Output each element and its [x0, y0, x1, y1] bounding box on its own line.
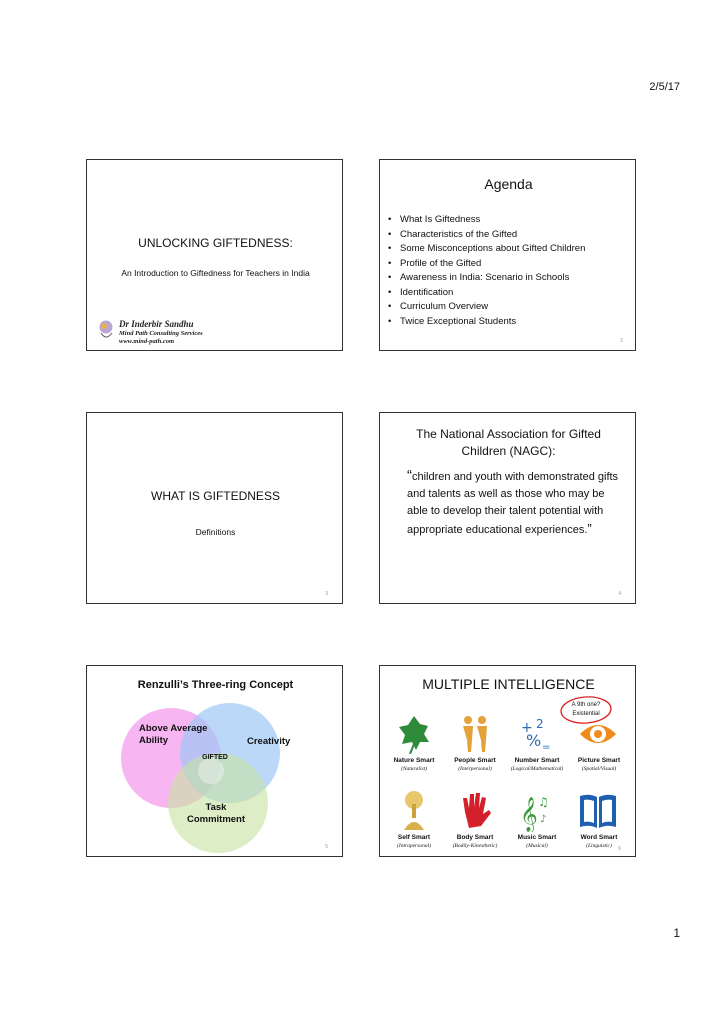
- book-icon: [578, 792, 618, 835]
- svg-text:+: +: [521, 720, 533, 736]
- slide-number: 2: [620, 338, 623, 344]
- slide-title: [86, 159, 343, 351]
- agenda-item: • What Is Giftedness: [388, 213, 633, 228]
- slide1-title: UNLOCKING GIFTEDNESS:: [138, 236, 293, 250]
- agenda-item: • Some Misconceptions about Gifted Children: [388, 242, 633, 257]
- mi-sub-number: (Logical/Mathematical): [510, 766, 564, 772]
- slide-number: 6: [618, 846, 621, 852]
- slide-number: 5: [325, 844, 328, 850]
- svg-text:♫: ♫: [538, 795, 549, 809]
- slide-number: 3: [325, 591, 328, 597]
- logo-name: Dr Inderbir Sandhu: [119, 319, 194, 329]
- slide6-title: MULTIPLE INTELLIGENCE: [422, 676, 595, 692]
- mi-label-body: Body Smart: [456, 834, 494, 841]
- open-quote: “: [407, 467, 412, 484]
- mi-sub-self: (Intrapersonal): [397, 843, 431, 849]
- mi-sub-word: (Linguistic): [586, 843, 612, 849]
- mi-sub-nature: (Naturalist): [401, 766, 427, 772]
- mi-sub-music: (Musical): [526, 843, 548, 849]
- gifted-center: [198, 758, 224, 784]
- svg-text:%: %: [526, 731, 542, 750]
- slide2-title: Agenda: [484, 176, 533, 192]
- header-date: 2/5/17: [649, 81, 680, 93]
- ring3-label: Task Commitment: [186, 802, 246, 825]
- mi-label-picture: Picture Smart: [577, 757, 621, 764]
- slide1-subtitle: An Introduction to Giftedness for Teachers in India: [121, 268, 310, 278]
- people-icon: [457, 714, 493, 759]
- mi-label-word: Word Smart: [580, 834, 618, 841]
- mi-label-number: Number Smart: [514, 757, 560, 764]
- tree-person-icon: [396, 790, 432, 837]
- slide3-title: WHAT IS GIFTEDNESS: [151, 489, 280, 503]
- mi-label-people: People Smart: [454, 757, 496, 764]
- slide-what-is-giftedness: [86, 412, 343, 604]
- agenda-list: [388, 213, 633, 329]
- agenda-item: • Curriculum Overview: [388, 300, 633, 315]
- hand-icon: [457, 790, 493, 837]
- svg-text:𝄞: 𝄞: [520, 797, 538, 832]
- agenda-item: • Identification: [388, 286, 633, 301]
- slide-multiple-intelligence: [379, 665, 636, 857]
- venn-diagram: [87, 666, 343, 857]
- ring1-label: Above Average Ability: [139, 723, 208, 746]
- mi-label-music: Music Smart: [517, 834, 557, 841]
- agenda-item: • Twice Exceptional Students: [388, 315, 633, 330]
- svg-text:2: 2: [536, 717, 544, 731]
- annotation-line2: Existential: [572, 711, 600, 717]
- logo-web: www.mind-path.com: [119, 338, 175, 345]
- ring2-label: Creativity: [247, 736, 291, 747]
- leaf-icon: [396, 714, 432, 759]
- close-quote: ”: [587, 521, 592, 536]
- agenda-item: • Characteristics of the Gifted: [388, 228, 633, 243]
- quote-text: children and youth with demonstrated gifts and talents as well as those who may be able to develop their talent potential with appropriate educational experiences.: [407, 471, 619, 536]
- eye-icon: [578, 714, 618, 759]
- gifted-label: GIFTED: [202, 754, 228, 761]
- slide-renzulli: [86, 665, 343, 857]
- agenda-item: • Profile of the Gifted: [388, 257, 633, 272]
- mi-sub-body: (Bodily-Kinesthetic): [452, 843, 498, 849]
- svg-text:♪: ♪: [540, 814, 547, 825]
- slide3-subtitle: Definitions: [195, 527, 236, 537]
- slide-nagc-definition: [379, 412, 636, 604]
- slide-number: 4: [618, 591, 621, 597]
- mi-label-nature: Nature Smart: [393, 757, 435, 764]
- mi-label-self: Self Smart: [397, 834, 431, 841]
- logo-org: Mind Path Consulting Services: [119, 330, 203, 337]
- slide-agenda: [379, 159, 636, 351]
- brain-logo-icon: [97, 319, 115, 339]
- slide5-title: Renzulli’s Three-ring Concept: [137, 679, 294, 691]
- svg-text:=: =: [542, 742, 551, 753]
- footer-page-number: 1: [673, 926, 680, 940]
- nagc-quote: [407, 467, 622, 539]
- mi-sub-people: (Interpersonal): [458, 766, 492, 772]
- number-icon: [518, 714, 554, 759]
- mi-sub-picture: (Spatial/Visual): [581, 766, 617, 772]
- music-icon: [518, 790, 554, 837]
- agenda-item: • Awareness in India: Scenario in Schools: [388, 271, 633, 286]
- slide4-title: The National Association for Gifted Children (NAGC):: [416, 427, 601, 458]
- annotation-line1: A 9th one?: [571, 702, 601, 708]
